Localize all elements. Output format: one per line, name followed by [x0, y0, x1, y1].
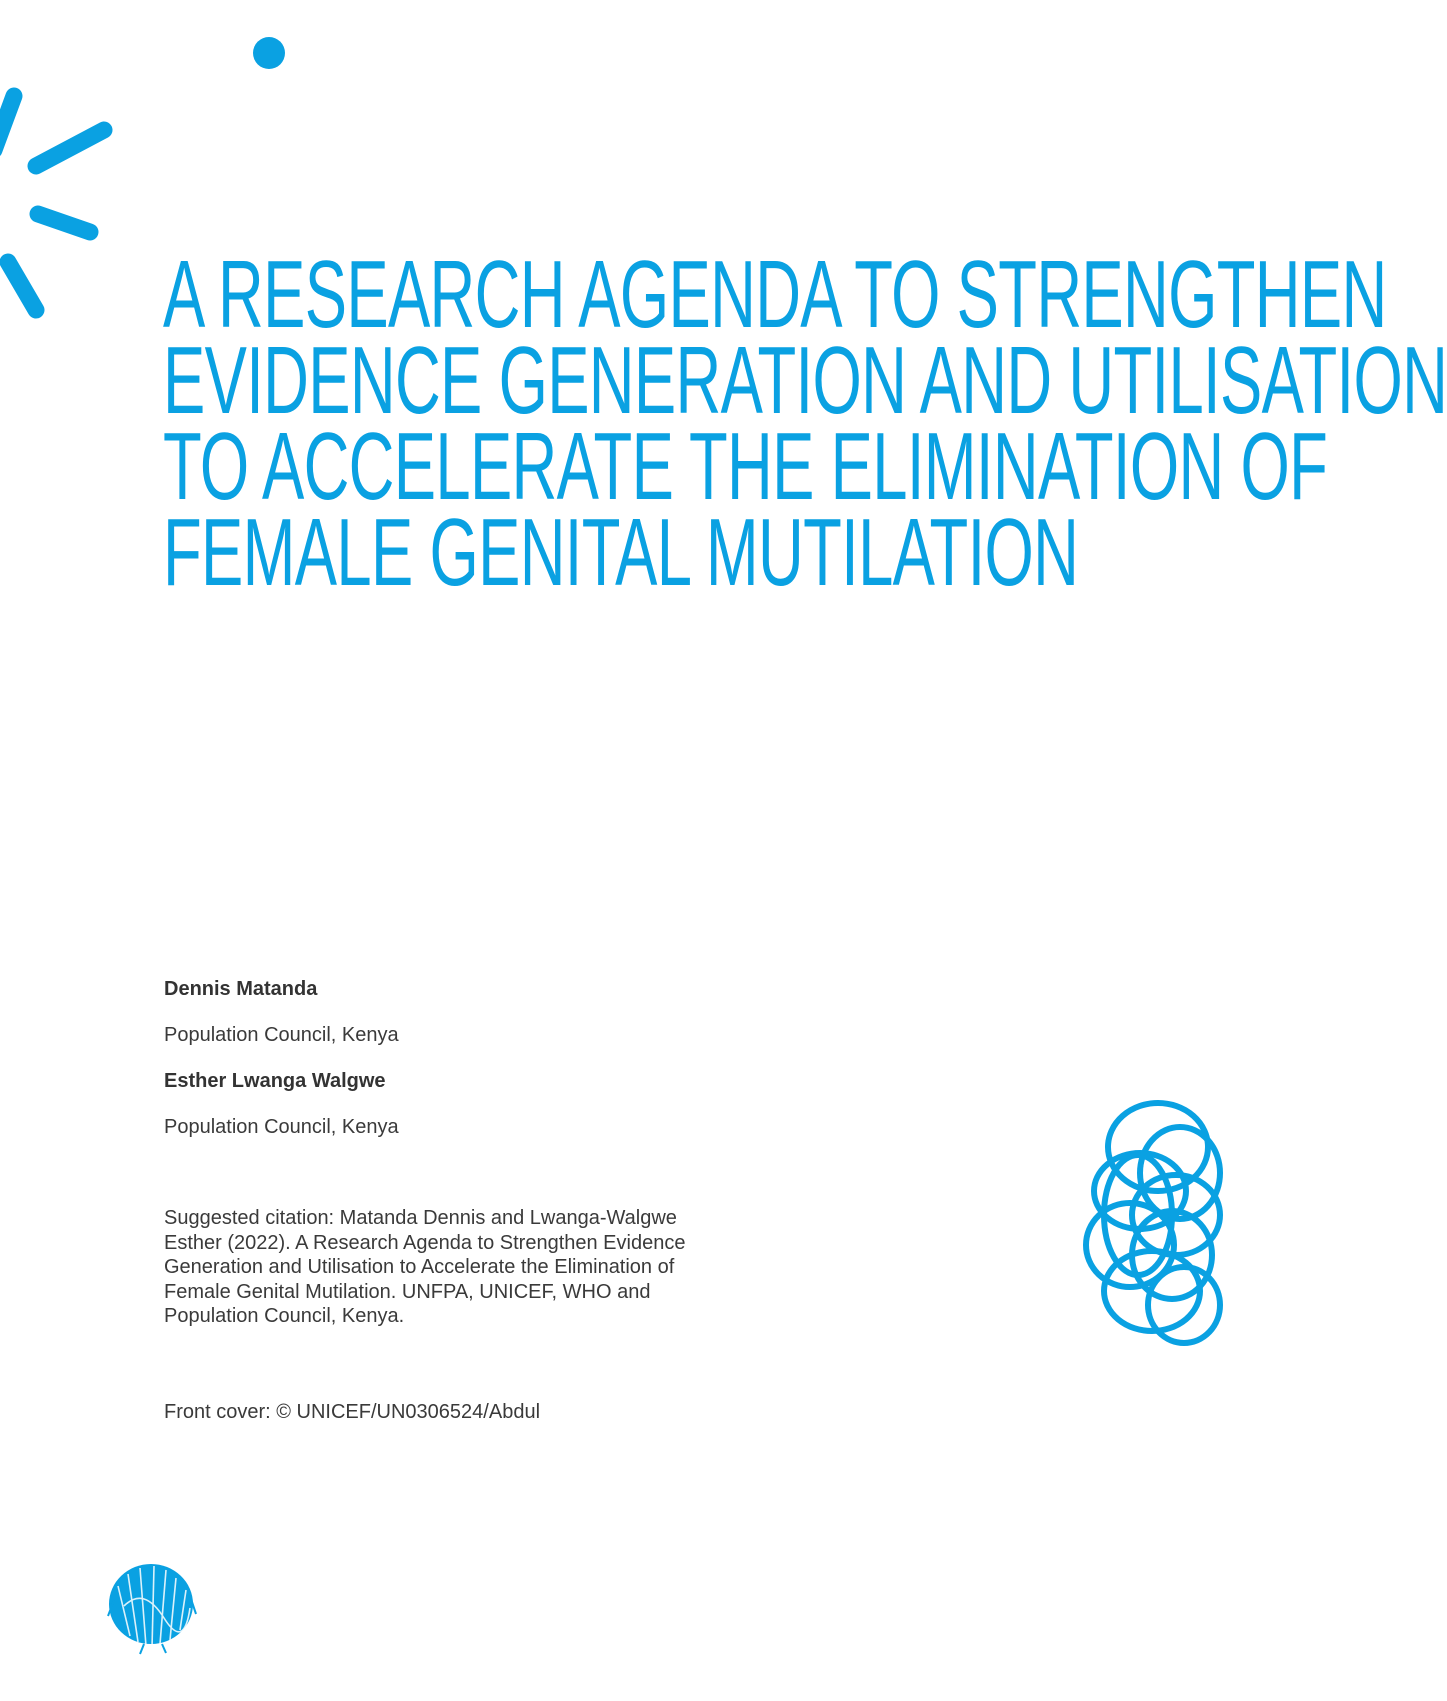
author: [164, 976, 724, 1048]
loops-scribble-icon: [1080, 1095, 1200, 1355]
title-line: A RESEARCH AGENDA TO STRENGTHEN: [163, 241, 1387, 348]
photo-credit: Front cover: © UNICEF/UN0306524/Abdul: [164, 1400, 541, 1423]
author-affiliation: Population Council, Kenya: [164, 1116, 399, 1138]
title-line: EVIDENCE GENERATION AND UTILISATION: [163, 327, 1447, 434]
title-line: TO ACCELERATE THE ELIMINATION OF: [163, 413, 1328, 520]
credits-block: [164, 976, 724, 1425]
author: [164, 1068, 724, 1140]
author-name: Dennis Matanda: [164, 978, 318, 1000]
ball-scribble-icon: [104, 1556, 198, 1656]
dot-icon: [252, 36, 286, 70]
author-affiliation: Population Council, Kenya: [164, 1024, 399, 1046]
title-line: FEMALE GENITAL MUTILATION: [163, 499, 1079, 606]
document-title: [163, 241, 1447, 606]
author-name: Esther Lwanga Walgwe: [164, 1070, 386, 1092]
burst-icon: [0, 0, 140, 340]
suggested-citation: Suggested citation: Matanda Dennis and Lwanga-Walgwe Esther (2022). A Research Agenda to Strengthen Evidence Generation and Utilisation to Accelerate the Elimination of Female Genital Mutilation. UNFPA, UNICEF, WHO and Population Council, Kenya.: [164, 1207, 686, 1327]
